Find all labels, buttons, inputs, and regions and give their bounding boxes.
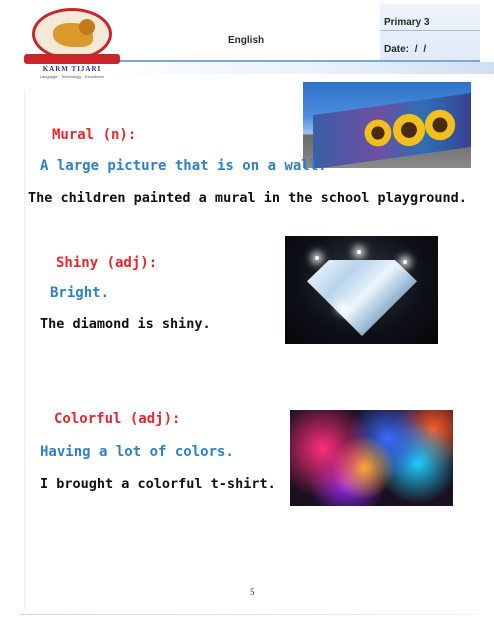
- logo-emblem: [32, 8, 112, 60]
- sparkle-icon: [315, 256, 319, 260]
- mural-image: [303, 82, 471, 168]
- diamond-image: [285, 236, 438, 344]
- vocab-example-shiny: The diamond is shiny.: [40, 316, 211, 332]
- vocab-definition-colorful: Having a lot of colors.: [40, 444, 234, 460]
- vocab-word-colorful: Colorful (adj):: [54, 411, 181, 427]
- vocab-word-shiny: Shiny (adj):: [56, 255, 158, 271]
- date-field: Date: / /: [384, 44, 427, 55]
- subject-label: English: [228, 35, 265, 46]
- grade-label: Primary 3: [384, 17, 430, 28]
- vocab-example-colorful: I brought a colorful t-shirt.: [40, 476, 276, 492]
- lion-head-icon: [79, 19, 95, 35]
- sunflower-icon: [363, 118, 393, 148]
- school-name: KARM TIJARI: [42, 65, 102, 73]
- sparkle-icon: [403, 260, 407, 264]
- vocab-definition-shiny: Bright.: [50, 285, 110, 301]
- school-tagline: Language · Technology · Excellence: [39, 74, 105, 79]
- page-margin-line: [24, 90, 25, 610]
- school-logo: [18, 8, 126, 80]
- header-divider-top: [380, 30, 480, 31]
- header-swoosh: [100, 62, 494, 74]
- footer-line: [20, 614, 480, 615]
- sunflower-icon: [423, 108, 457, 142]
- sparkle-icon: [357, 250, 361, 254]
- colorful-powder-image: [290, 410, 453, 506]
- sparkle-icon: [341, 306, 345, 310]
- page-number: 5: [250, 587, 255, 597]
- logo-ribbon: [24, 54, 120, 64]
- page-header: [0, 0, 494, 88]
- diamond-icon: [307, 260, 417, 336]
- vocab-example-mural: The children painted a mural in the school playground.: [28, 190, 467, 206]
- sunflower-icon: [391, 112, 427, 148]
- header-divider: [120, 60, 480, 62]
- vocab-definition-mural: A large picture that is on a wall.: [40, 158, 327, 174]
- vocab-word-mural: Mural (n):: [52, 127, 137, 143]
